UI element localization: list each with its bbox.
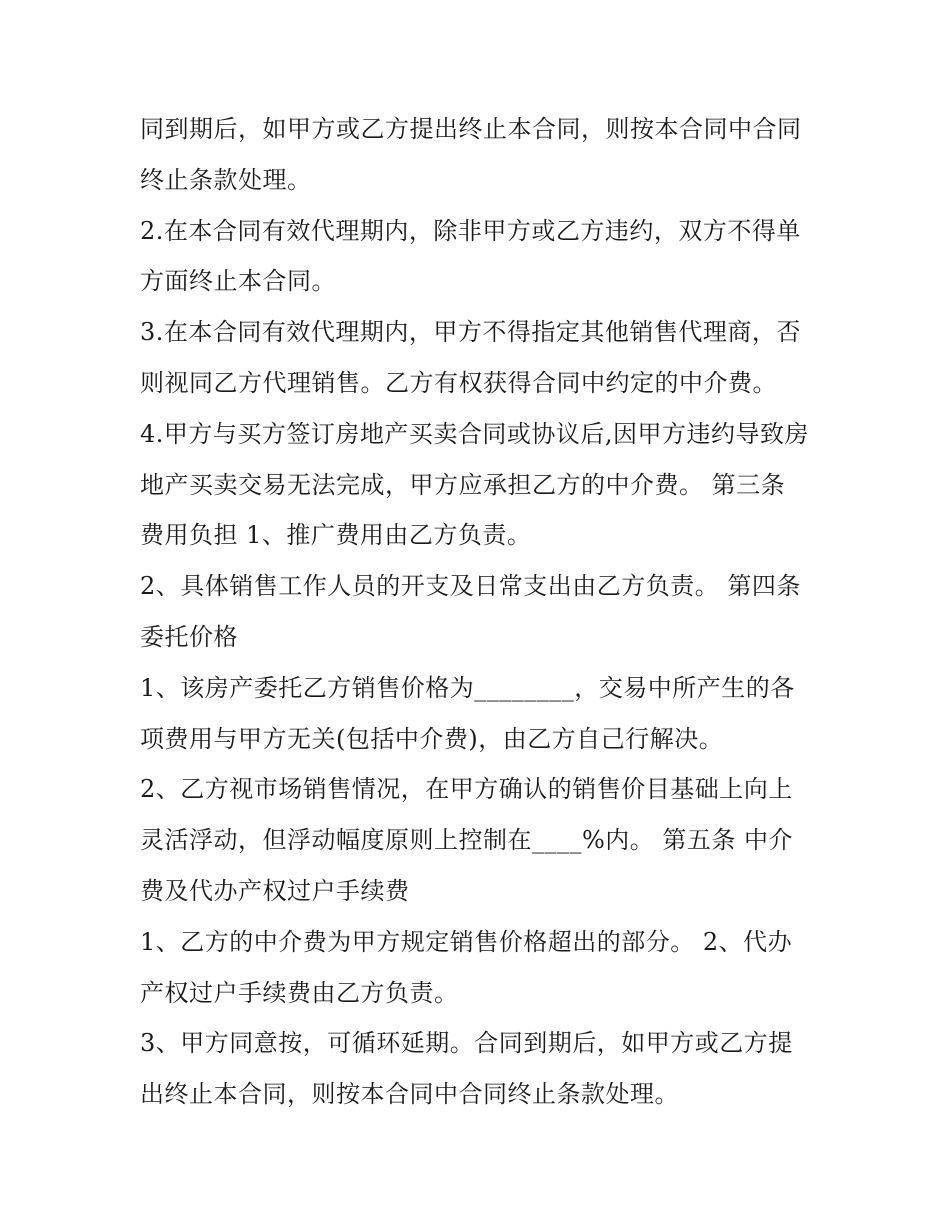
- text-line: 同到期后，如甲方或乙方提出终止本合同，则按本合同中合同: [140, 115, 802, 143]
- text-line: 产权过户手续费由乙方负责。: [140, 978, 459, 1007]
- text-line: 费用负担 1、推广费用由乙方负责。: [140, 521, 532, 550]
- text-line: 费及代办产权过户手续费: [140, 876, 410, 905]
- text-line: 委托价格: [140, 622, 238, 651]
- text-line: 3、甲方同意按，可循环延期。合同到期后，如甲方或乙方提: [140, 1029, 793, 1058]
- text-line: 3.在本合同有效代理期内，甲方不得指定其他销售代理商，否: [140, 318, 801, 347]
- text-line: 2.在本合同有效代理期内，除非甲方或乙方违约，双方不得单: [140, 216, 801, 245]
- text-line: 2、具体销售工作人员的开支及日常支出由乙方负责。 第四条: [140, 572, 801, 601]
- text-line: 项费用与甲方无关(包括中介费)，由乙方自己行解决。: [140, 724, 724, 753]
- text-line: 出终止本合同，则按本合同中合同终止条款处理。: [140, 1080, 679, 1109]
- text-line: 灵活浮动，但浮动幅度原则上控制在____%内。 第五条 中介: [140, 826, 794, 855]
- text-line: 4.甲方与买方签订房地产买卖合同或协议后,因甲方违约导致房: [140, 419, 810, 448]
- text-line: 终止条款处理。: [140, 165, 312, 194]
- text-line: 地产买卖交易无法完成，甲方应承担乙方的中介费。 第三条: [140, 470, 786, 499]
- contract-text: [140, 104, 820, 1120]
- text-line: 方面终止本合同。: [140, 267, 336, 296]
- text-line: 1、乙方的中介费为甲方规定销售价格超出的部分。 2、代办: [140, 927, 793, 956]
- text-line: 1、该房产委托乙方销售价格为________，交易中所产生的各: [140, 673, 795, 702]
- text-line: 2、乙方视市场销售情况，在甲方确认的销售价目基础上向上: [140, 775, 793, 804]
- text-line: 则视同乙方代理销售。乙方有权获得合同中约定的中介费。: [140, 368, 777, 397]
